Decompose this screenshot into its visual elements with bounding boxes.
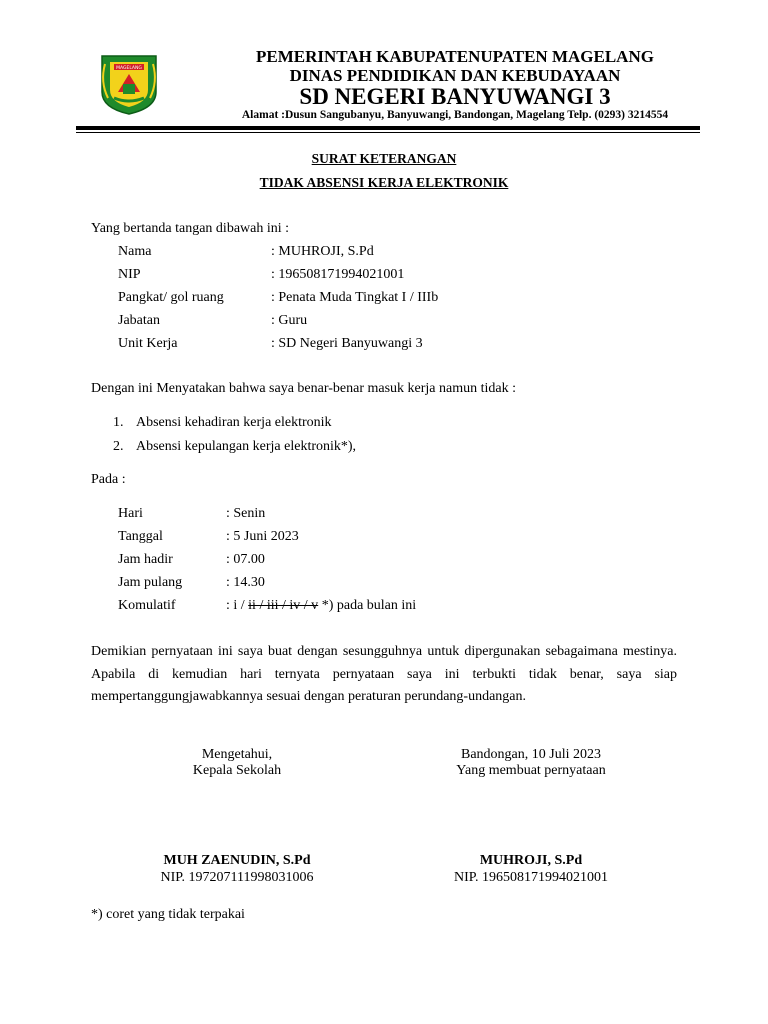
detail-label-jam-hadir: Jam hadir xyxy=(118,552,173,567)
komulatif-prefix: : i / xyxy=(226,598,249,613)
detail-label-tanggal: Tanggal xyxy=(118,529,163,544)
signature-right-line2: Yang membuat pernyataan xyxy=(456,763,606,778)
field-value-nip: : 196508171994021001 xyxy=(271,267,405,282)
letterhead-rule-thick xyxy=(76,126,700,130)
komulatif-suffix: *) pada bulan ini xyxy=(318,598,417,613)
document-subtitle: TIDAK ABSENSI KERJA ELEKTRONIK xyxy=(259,175,509,190)
letterhead-rule-thin xyxy=(76,132,700,133)
field-label-pangkat: Pangkat/ gol ruang xyxy=(118,290,224,305)
detail-value-tanggal: : 5 Juni 2023 xyxy=(226,529,299,544)
field-value-jabatan: : Guru xyxy=(271,313,308,328)
signature-left-line2: Kepala Sekolah xyxy=(192,763,282,778)
closing-paragraph: Demikian pernyataan ini saya buat dengan sesungguhnya untuk dipergunakan sebagaimana mestinya. Apabila di kemudian hari ternyata pernyataan saya ini terbukti tidak benar, saya siap mempertanggungjawabkannya sesuai dengan peraturan perundang-undangan. xyxy=(91,644,677,704)
regency-logo xyxy=(96,52,162,116)
detail-label-jam-pulang: Jam pulang xyxy=(118,575,183,590)
letterhead-school: SD NEGERI BANYUWANGI 3 xyxy=(299,84,611,109)
signature-left-name: MUH ZAENUDIN, S.Pd xyxy=(163,853,311,868)
detail-value-hari: : Senin xyxy=(226,506,266,521)
detail-value-jam-hadir: : 07.00 xyxy=(226,552,265,567)
statement-text: Dengan ini Menyatakan bahwa saya benar-benar masuk kerja namun tidak : xyxy=(91,381,517,396)
signature-left-line1: Mengetahui, xyxy=(201,747,273,762)
signature-left-nip: NIP. 197207111998031006 xyxy=(160,870,314,885)
field-value-nama: : MUHROJI, S.Pd xyxy=(271,244,374,259)
field-label-nip: NIP xyxy=(118,267,141,282)
pada-label: Pada : xyxy=(91,472,126,487)
letterhead-address: Alamat :Dusun Sangubanyu, Banyuwangi, Bandongan, Magelang Telp. (0293) 3214554 xyxy=(241,109,669,121)
detail-value-jam-pulang: : 14.30 xyxy=(226,575,265,590)
field-label-nama: Nama xyxy=(118,244,152,259)
signature-right-name: MUHROJI, S.Pd xyxy=(479,853,583,868)
list-item-number: 2. xyxy=(113,439,124,454)
detail-label-komulatif: Komulatif xyxy=(118,598,176,613)
list-item-text: Absensi kehadiran kerja elektronik xyxy=(136,415,332,430)
letterhead-department: DINAS PENDIDIKAN DAN KEBUDAYAAN xyxy=(289,66,621,85)
footnote: *) coret yang tidak terpakai xyxy=(91,907,245,922)
field-value-pangkat: : Penata Muda Tingkat I / IIIb xyxy=(271,290,439,305)
field-value-unit-kerja: : SD Negeri Banyuwangi 3 xyxy=(271,336,423,351)
intro-text: Yang bertanda tangan dibawah ini : xyxy=(91,221,290,236)
signature-right-nip: NIP. 196508171994021001 xyxy=(453,870,608,885)
list-item-text: Absensi kepulangan kerja elektronik*), xyxy=(136,439,357,454)
komulatif-struck-options: ii / iii / iv / v xyxy=(248,598,319,613)
signature-right-line1: Bandongan, 10 Juli 2023 xyxy=(461,747,601,762)
field-label-jabatan: Jabatan xyxy=(118,313,160,328)
list-item-number: 1. xyxy=(113,415,124,430)
letterhead-government: PEMERINTAH KABUPATENUPATEN MAGELANG xyxy=(256,47,654,66)
field-label-unit-kerja: Unit Kerja xyxy=(118,336,178,351)
detail-value-komulatif xyxy=(226,598,416,614)
document-title: SURAT KETERANGAN xyxy=(311,151,457,166)
logo-text: MAGELANG xyxy=(116,66,142,71)
detail-label-hari: Hari xyxy=(118,506,143,521)
